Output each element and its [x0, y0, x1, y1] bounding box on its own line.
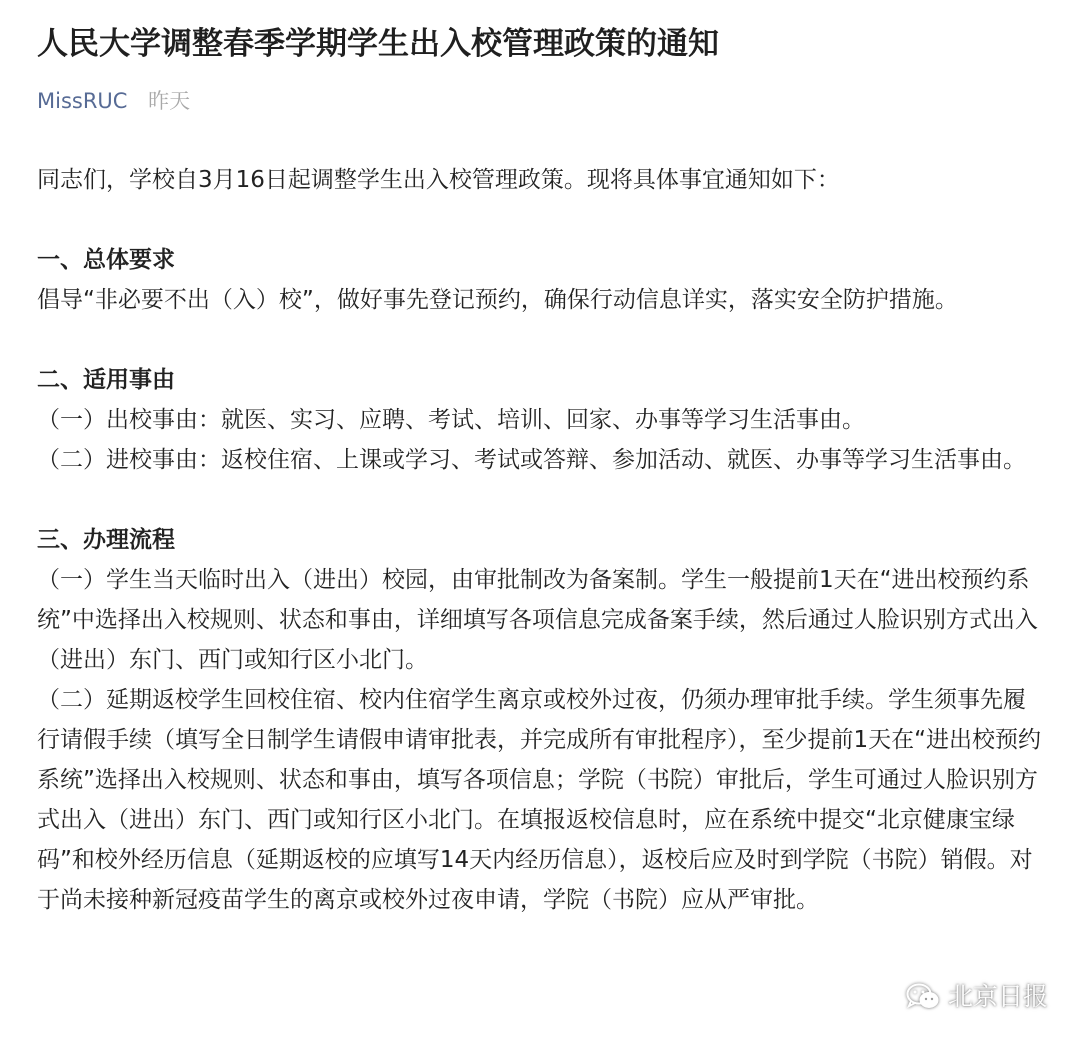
section-paragraph: （一）学生当天临时出入（进出）校园，由审批制改为备案制。学生一般提前1天在“进出校预约系统”中选择出入校规则、状态和事由，详细填写各项信息完成备案手续，然后通过人脸识别方式出入（进出）东门、西门或知行区小北门。: [37, 567, 1038, 673]
wechat-icon: [906, 983, 940, 1011]
intro-paragraph: 同志们，学校自3月16日起调整学生出入校管理政策。现将具体事宜通知如下：: [37, 167, 840, 193]
publish-date: 昨天: [148, 89, 191, 113]
section-heading-reasons: 二、适用事由: [37, 367, 175, 393]
article-body: [37, 160, 1043, 920]
section-paragraph: （二）延期返校学生回校住宿、校内住宿学生离京或校外过夜，仍须办理审批手续。学生须事先履行请假手续（填写全日制学生请假申请审批表，并完成所有审批程序），至少提前1天在“进出校预约系统”选择出入校规则、状态和事由，填写各项信息；学院（书院）审批后，学生可通过人脸识别方式出入（进出）东门、西门或知行区小北门。在填报返校信息时，应在系统中提交“北京健康宝绿码”和校外经历信息（延期返校的应填写14天内经历信息），返校后应及时到学院（书院）销假。对于尚未接种新冠疫苗学生的离京或校外过夜申请，学院（书院）应从严审批。: [37, 687, 1042, 913]
spacer: [37, 480, 1043, 520]
watermark-label: 北京日报: [947, 982, 1048, 1011]
section-heading-process: 三、办理流程: [37, 527, 175, 553]
spacer: [37, 200, 1043, 240]
article-title: 人民大学调整春季学期学生出入校管理政策的通知: [37, 26, 719, 62]
author-link[interactable]: MissRUC: [37, 89, 128, 113]
section-paragraph: （一）出校事由：就医、实习、应聘、考试、培训、回家、办事等学习生活事由。: [37, 407, 865, 433]
section-paragraph: 倡导“非必要不出（入）校”，做好事先登记预约，确保行动信息详实，落实安全防护措施。: [37, 287, 958, 313]
article-meta: [37, 86, 190, 116]
section-heading-general: 一、总体要求: [37, 247, 175, 273]
spacer: [37, 320, 1043, 360]
source-watermark: [906, 980, 1048, 1014]
section-paragraph: （二）进校事由：返校住宿、上课或学习、考试或答辩、参加活动、就医、办事等学习生活事由。: [37, 447, 1026, 473]
